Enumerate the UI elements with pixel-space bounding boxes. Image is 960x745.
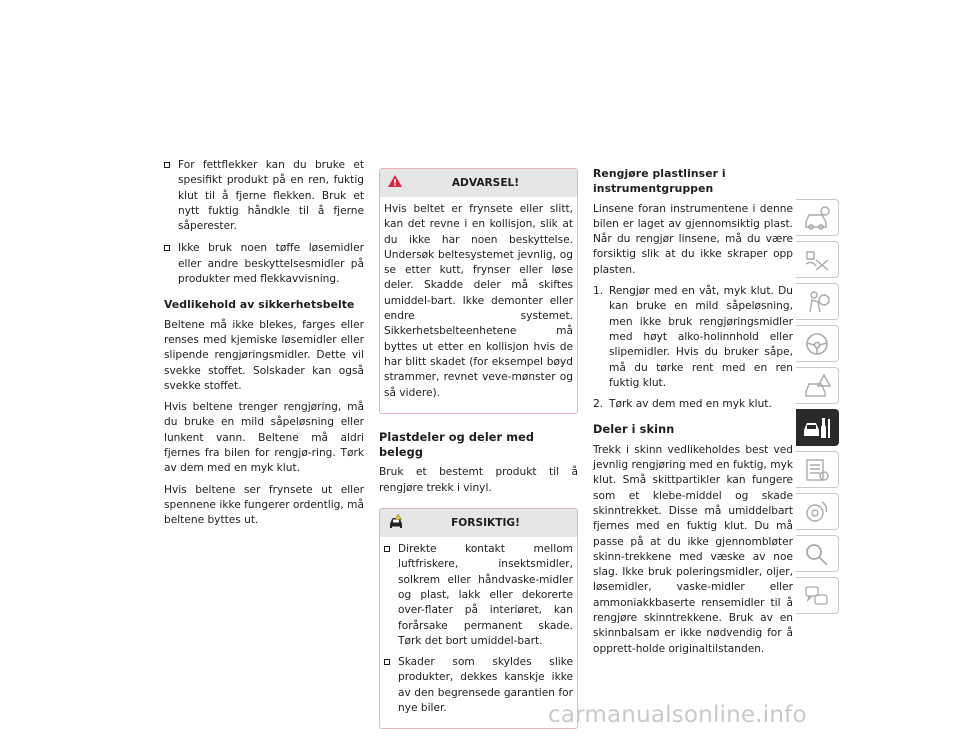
caution-header: [380, 509, 577, 537]
checkbox-bullet-icon: [384, 546, 390, 552]
languages-icon: [802, 582, 832, 610]
paragraph: Hvis beltene ser frynsete ut eller spennene ikke fungerer ordentlig, må beltene byttes ut.: [164, 483, 364, 527]
paragraph: Linsene foran instrumentene i denne bilen er laget av gjennomsiktig plast. Når du rengjør linsene, må du være forsiktig slik at du ikke skraper opp plasten.: [593, 202, 793, 276]
paragraph: Hvis beltene trenger rengjøring, må du bruke en mild såpeløsning eller lunkent vann. Beltene må aldri fjernes fra bilen for rengjø-ring. Tørk av dem med en myk klut.: [164, 401, 364, 475]
numbered-step: 2. Tørk av dem med en myk klut.: [593, 398, 772, 411]
warning-title: ADVARSEL!: [451, 177, 520, 189]
section-heading-plastic: Plastdeler og deler med belegg: [379, 430, 535, 460]
car-info-icon: [802, 204, 832, 232]
section-heading-lenses: Rengjøre plastlinser i instrumentgruppen: [593, 167, 726, 196]
airbag-safety-icon: [802, 288, 832, 316]
bullet-item: Skader som skyldes slike produkter, dekkes kanskje ikke av den begrensede garantien for nye biler.: [384, 655, 573, 716]
checkbox-bullet-icon: [164, 162, 170, 168]
bullet-item: Ikke bruk noen tøffe løsemidler eller andre beskyttelsesmidler på produkter med flekkavvisning.: [164, 241, 364, 287]
caution-box: [379, 508, 578, 729]
car-emergency-icon: [802, 372, 832, 400]
numbered-step: 1. Rengjør med en våt, myk klut. Du kan bruke en mild såpeløsning, men ikke bruk rengjøringsmidler med høyt alko-holinnhold eller slipemidler. Hvis du bruker såpe, må du tørke rent med en ren fuktig klut.: [593, 285, 793, 389]
checkbox-bullet-icon: [164, 245, 170, 251]
paragraph: Trekk i skinn vedlikeholdes best ved jevnlig rengjøring med en fuktig, myk klut. Små skittpartikler kan fungere som et klebe-middel og skade skinntrekket. Disse må umiddelbart fjernes med en fuktig klut. Du må passe på at du ikke gjennombløter skinn-trekkene med væske av noe slag. Ikke bruk poleringsmidler, oljer, løsemidler, vaske-midler eller ammoniakkbaserte rensemidler til å rengjøre skinntrekkene. Bruk av en skinnbalsam er ikke nødvendig for å opprett-holde originaltilstanden.: [593, 443, 793, 655]
checkbox-bullet-icon: [384, 659, 390, 665]
tab-car-info[interactable]: [796, 199, 839, 236]
steering-wheel-icon: [802, 330, 832, 358]
chapter-tabs: [796, 199, 842, 619]
section-heading-seatbelt: Vedlikehold av sikkerhetsbelte: [164, 298, 355, 312]
tab-languages[interactable]: [796, 577, 839, 614]
tab-emergency[interactable]: [796, 367, 839, 404]
column-right: [593, 166, 793, 663]
tab-steering[interactable]: [796, 325, 839, 362]
warning-box: [379, 168, 578, 414]
tab-safety[interactable]: [796, 283, 839, 320]
watermark: carmanualsonline.info: [548, 702, 807, 728]
paragraph: Beltene må ikke blekes, farges eller renses med kjemiske løsemidler eller slipende rengjøringsmidler. Dette vil svekke stoffet. Solskader kan også svekke stoffet.: [164, 318, 364, 392]
tab-index[interactable]: [796, 535, 839, 572]
tab-specifications[interactable]: [796, 451, 839, 488]
search-index-icon: [802, 540, 832, 568]
bullet-item: For fettflekker kan du bruke et spesifikt produkt på en ren, fuktig klut til å fjerne flekken. Bruk et nytt fuktig håndkle til å fjerne såperester.: [164, 158, 364, 234]
tab-servicing[interactable]: [796, 409, 839, 446]
car-service-wrench-icon: [802, 414, 832, 442]
warning-text: Hvis beltet er frynsete eller slitt, kan det revne i en kollisjon, slik at du ikke har noen beskyttelse. Undersøk beltesystemet jevnlig, og se etter kutt, frynser eller løse deler. Skadde deler må skiftes umiddel-bart. Ikke demonter eller endre systemet. Sikkerhetsbelteenhetene må byttes ut etter en kollisjon hvis de har blitt skadet (for eksempel bøyd strammer, revnet veve-mønster og så videre).: [384, 203, 573, 399]
bullet-item: Direkte kontakt mellom luftfriskere, insektsmidler, solkrem eller håndvaske-midler og plast, lakk eller dekorerte over-flater på interiøret, kan forårsake permanent skade. Tørk det bort umiddel-bart.: [384, 542, 573, 649]
section-heading-leather: Deler i skinn: [593, 423, 675, 437]
caution-title: FORSIKTIG!: [451, 517, 520, 530]
tab-dashboard[interactable]: [796, 241, 839, 278]
paragraph: Bruk et bestemt produkt til å rengjøre trekk i vinyl.: [379, 466, 578, 494]
column-left: [164, 158, 364, 535]
specifications-list-icon: [802, 456, 832, 484]
warning-header: [380, 169, 577, 197]
multimedia-icon: [802, 498, 832, 526]
tab-multimedia[interactable]: [796, 493, 839, 530]
column-middle: [379, 168, 578, 745]
dashboard-lights-icon: [802, 246, 832, 274]
